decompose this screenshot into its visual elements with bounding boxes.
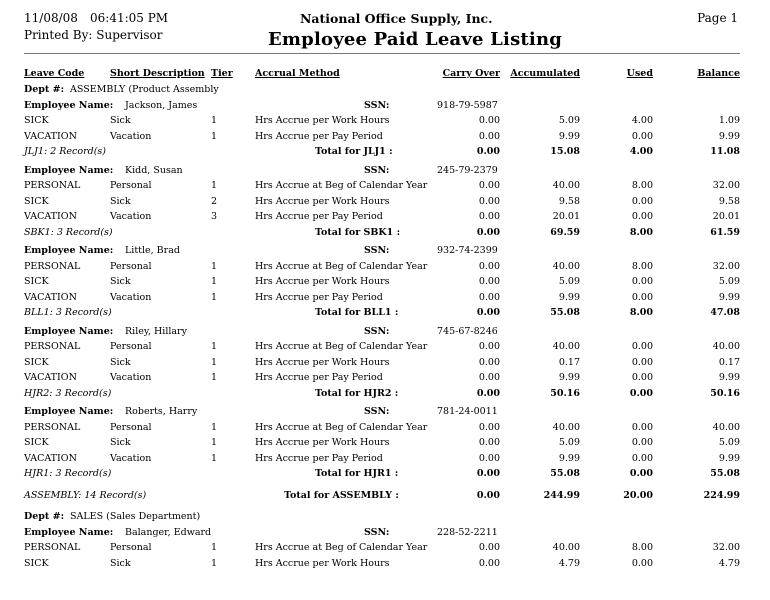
used: 0.00 (631, 372, 653, 383)
short-description: Vacation (110, 211, 152, 222)
balance: 4.79 (718, 557, 740, 569)
total-carry-over: 0.00 (476, 146, 500, 157)
accrual-method: Hrs Accrue per Work Hours (255, 437, 390, 448)
col-leave-code: Leave Code (24, 68, 85, 79)
leave-code: PERSONAL (24, 180, 81, 191)
accrual-method: Hrs Accrue at Beg of Calendar Year (255, 421, 428, 433)
employee-name-label: Employee Name: (24, 164, 114, 176)
leave-code: SICK (24, 276, 49, 287)
total-balance: 50.16 (710, 387, 740, 399)
ssn-label: SSN: (364, 245, 390, 256)
balance: 1.09 (718, 115, 740, 126)
tier: 1 (211, 276, 218, 287)
leave-row (0, 115, 770, 130)
used: 0.00 (631, 291, 653, 303)
accumulated: 4.79 (558, 557, 580, 569)
total-carry-over: 0.00 (476, 226, 500, 238)
leave-code: VACATION (24, 372, 77, 383)
tier: 1 (211, 291, 218, 303)
printed-by: Printed By: Supervisor (24, 28, 163, 42)
accrual-method: Hrs Accrue per Work Hours (255, 557, 390, 569)
employee-header (0, 406, 770, 421)
short-description: Vacation (110, 130, 152, 142)
leave-row (0, 542, 770, 557)
record-count: HJR2: 3 Record(s) (24, 387, 112, 399)
dept-name: SALES (Sales Department) (70, 511, 201, 522)
report-time: 06:41:05 PM (90, 11, 169, 25)
col-used: Used (626, 68, 653, 79)
tier: 1 (211, 260, 218, 272)
used: 8.00 (631, 542, 653, 553)
short-description: Sick (110, 276, 131, 287)
accumulated: 5.09 (558, 437, 580, 448)
leave-row (0, 276, 770, 291)
accrual-method: Hrs Accrue at Beg of Calendar Year (255, 180, 428, 191)
accumulated: 9.99 (558, 372, 580, 383)
employee-header (0, 245, 770, 260)
tier: 1 (211, 542, 218, 553)
used: 0.00 (631, 130, 653, 142)
tier: 1 (211, 180, 218, 191)
dept-total-accumulated: 244.99 (543, 489, 580, 501)
report-date: 11/08/08 (24, 11, 78, 25)
leave-row (0, 180, 770, 195)
leave-code: SICK (24, 115, 49, 126)
total-used: 0.00 (629, 468, 653, 479)
carry-over: 0.00 (478, 130, 500, 142)
short-description: Sick (110, 195, 131, 207)
used: 0.00 (631, 421, 653, 433)
accumulated: 40.00 (552, 180, 580, 191)
leave-row (0, 261, 770, 276)
used: 0.00 (631, 341, 653, 352)
tier: 1 (211, 421, 218, 433)
ssn-value: 228-52-2211 (437, 526, 498, 538)
tier: 1 (211, 341, 218, 352)
ssn-value: 245-79-2379 (437, 164, 498, 176)
carry-over: 0.00 (478, 211, 500, 222)
tier: 1 (211, 452, 218, 464)
short-description: Sick (110, 557, 131, 569)
accumulated: 9.99 (558, 130, 580, 142)
total-balance: 61.59 (710, 226, 740, 238)
carry-over: 0.00 (478, 557, 500, 569)
used: 0.00 (631, 356, 653, 368)
dept-label: Dept #: (24, 511, 65, 522)
short-description: Personal (110, 260, 152, 272)
ssn-label: SSN: (364, 406, 390, 417)
employee-total-row (0, 146, 770, 161)
balance: 0.17 (718, 356, 740, 368)
short-description: Sick (110, 437, 131, 448)
leave-row (0, 131, 770, 146)
accrual-method: Hrs Accrue at Beg of Calendar Year (255, 542, 428, 553)
accumulated: 9.99 (558, 452, 580, 464)
ssn-value: 918-79-5987 (437, 99, 498, 111)
tier: 3 (211, 211, 218, 222)
employee-header (0, 326, 770, 341)
col-accrual-method: Accrual Method (255, 68, 340, 79)
employee-total-row (0, 227, 770, 242)
employee-total-row (0, 307, 770, 322)
col-carry-over: Carry Over (442, 68, 500, 79)
company-name: National Office Supply, Inc. (300, 11, 493, 26)
accumulated: 40.00 (552, 341, 580, 352)
leave-row (0, 292, 770, 307)
balance: 32.00 (712, 180, 740, 191)
tier: 1 (211, 437, 218, 448)
ssn-label: SSN: (364, 325, 390, 337)
total-accumulated: 55.08 (550, 468, 580, 479)
accrual-method: Hrs Accrue per Pay Period (255, 211, 383, 222)
balance: 40.00 (712, 341, 740, 352)
ssn-value: 745-67-8246 (437, 325, 498, 337)
used: 0.00 (631, 195, 653, 207)
balance: 9.58 (718, 195, 740, 207)
leave-code: VACATION (24, 452, 77, 464)
accumulated: 40.00 (552, 421, 580, 433)
short-description: Vacation (110, 291, 152, 303)
short-description: Sick (110, 356, 131, 368)
tier: 1 (211, 130, 218, 142)
employee-header (0, 165, 770, 180)
accrual-method: Hrs Accrue per Work Hours (255, 115, 390, 126)
total-accumulated: 15.08 (550, 146, 580, 157)
used: 0.00 (631, 437, 653, 448)
page-number: Page 1 (697, 11, 738, 25)
ssn-label: SSN: (364, 164, 390, 176)
total-carry-over: 0.00 (476, 468, 500, 479)
leave-row (0, 211, 770, 226)
leave-code: VACATION (24, 291, 77, 303)
accrual-method: Hrs Accrue per Pay Period (255, 291, 383, 303)
dept-header (0, 84, 770, 99)
total-used: 8.00 (629, 307, 653, 318)
leave-row (0, 372, 770, 387)
short-description: Personal (110, 421, 152, 433)
record-count: JLJ1: 2 Record(s) (24, 146, 106, 157)
total-used: 8.00 (629, 226, 653, 238)
col-accumulated: Accumulated (510, 68, 580, 79)
employee-name: Kidd, Susan (125, 164, 183, 176)
balance: 9.99 (718, 291, 740, 303)
balance: 5.09 (718, 437, 740, 448)
used: 0.00 (631, 211, 653, 222)
tier: 1 (211, 356, 218, 368)
total-used: 4.00 (629, 146, 653, 157)
dept-record-count: ASSEMBLY: 14 Record(s) (24, 489, 147, 501)
accrual-method: Hrs Accrue per Pay Period (255, 452, 383, 464)
accrual-method: Hrs Accrue per Work Hours (255, 195, 390, 207)
leave-code: PERSONAL (24, 421, 81, 433)
dept-total-used: 20.00 (623, 489, 653, 501)
tier: 1 (211, 557, 218, 569)
employee-name-label: Employee Name: (24, 406, 114, 417)
dept-label: Dept #: (24, 84, 65, 95)
ssn-value: 781-24-0011 (437, 406, 498, 417)
leave-row (0, 357, 770, 372)
column-headers (0, 68, 770, 83)
employee-name-label: Employee Name: (24, 245, 114, 256)
accrual-method: Hrs Accrue per Pay Period (255, 130, 383, 142)
report-title: Employee Paid Leave Listing (268, 29, 563, 50)
record-count: BLL1: 3 Record(s) (24, 307, 112, 318)
used: 0.00 (631, 276, 653, 287)
carry-over: 0.00 (478, 421, 500, 433)
carry-over: 0.00 (478, 195, 500, 207)
accumulated: 20.01 (552, 211, 580, 222)
accrual-method: Hrs Accrue at Beg of Calendar Year (255, 260, 428, 272)
used: 4.00 (631, 115, 653, 126)
total-accumulated: 50.16 (550, 387, 580, 399)
used: 0.00 (631, 557, 653, 569)
accumulated: 0.17 (558, 356, 580, 368)
leave-row (0, 453, 770, 468)
ssn-label: SSN: (364, 99, 390, 111)
header-divider (24, 53, 740, 54)
carry-over: 0.00 (478, 356, 500, 368)
balance: 40.00 (712, 421, 740, 433)
accumulated: 40.00 (552, 542, 580, 553)
balance: 5.09 (718, 276, 740, 287)
used: 0.00 (631, 452, 653, 464)
employee-name-label: Employee Name: (24, 99, 114, 111)
short-description: Personal (110, 180, 152, 191)
record-count: SBK1: 3 Record(s) (24, 226, 113, 238)
total-accumulated: 55.08 (550, 307, 580, 318)
leave-code: VACATION (24, 211, 77, 222)
short-description: Sick (110, 115, 131, 126)
short-description: Personal (110, 341, 152, 352)
dept-total-balance: 224.99 (703, 489, 740, 501)
tier: 1 (211, 372, 218, 383)
accumulated: 40.00 (552, 260, 580, 272)
used: 8.00 (631, 260, 653, 272)
leave-code: VACATION (24, 130, 77, 142)
total-balance: 55.08 (710, 468, 740, 479)
col-balance: Balance (697, 68, 740, 79)
carry-over: 0.00 (478, 115, 500, 126)
carry-over: 0.00 (478, 542, 500, 553)
total-carry-over: 0.00 (476, 387, 500, 399)
dept-total-row (0, 490, 770, 505)
carry-over: 0.00 (478, 276, 500, 287)
carry-over: 0.00 (478, 291, 500, 303)
dept-total-carry-over: 0.00 (476, 489, 500, 501)
leave-row (0, 558, 770, 573)
employee-total-label: Total for BLL1 : (315, 307, 399, 318)
used: 8.00 (631, 180, 653, 191)
leave-code: SICK (24, 195, 49, 207)
total-carry-over: 0.00 (476, 307, 500, 318)
accrual-method: Hrs Accrue per Work Hours (255, 356, 390, 368)
employee-name-label: Employee Name: (24, 325, 114, 337)
employee-name: Jackson, James (125, 99, 198, 111)
employee-header (0, 100, 770, 115)
carry-over: 0.00 (478, 372, 500, 383)
employee-name: Balanger, Edward (125, 526, 212, 538)
balance: 9.99 (718, 452, 740, 464)
balance: 32.00 (712, 260, 740, 272)
carry-over: 0.00 (478, 452, 500, 464)
dept-total-label: Total for ASSEMBLY : (284, 489, 399, 501)
accrual-method: Hrs Accrue at Beg of Calendar Year (255, 341, 428, 352)
leave-code: SICK (24, 437, 49, 448)
total-balance: 11.08 (710, 146, 740, 157)
leave-row (0, 196, 770, 211)
carry-over: 0.00 (478, 341, 500, 352)
leave-code: SICK (24, 356, 49, 368)
accrual-method: Hrs Accrue per Work Hours (255, 276, 390, 287)
tier: 2 (211, 195, 218, 207)
accumulated: 9.99 (558, 291, 580, 303)
leave-code: PERSONAL (24, 260, 81, 272)
short-description: Personal (110, 542, 152, 553)
balance: 32.00 (712, 542, 740, 553)
balance: 9.99 (718, 372, 740, 383)
record-count: HJR1: 3 Record(s) (24, 468, 112, 479)
accumulated: 9.58 (558, 195, 580, 207)
employee-total-label: Total for JLJ1 : (315, 146, 393, 157)
employee-total-label: Total for HJR1 : (315, 468, 399, 479)
total-balance: 47.08 (710, 307, 740, 318)
leave-code: PERSONAL (24, 341, 81, 352)
total-used: 0.00 (629, 387, 653, 399)
col-tier: Tier (211, 68, 233, 79)
short-description: Vacation (110, 372, 152, 383)
tier: 1 (211, 115, 218, 126)
employee-total-row (0, 468, 770, 483)
short-description: Vacation (110, 452, 152, 464)
carry-over: 0.00 (478, 437, 500, 448)
employee-name: Little, Brad (125, 245, 180, 256)
col-short-description: Short Description (110, 68, 205, 79)
employee-total-row (0, 388, 770, 403)
employee-header (0, 527, 770, 542)
accrual-method: Hrs Accrue per Pay Period (255, 372, 383, 383)
leave-row (0, 341, 770, 356)
leave-row (0, 422, 770, 437)
carry-over: 0.00 (478, 260, 500, 272)
ssn-value: 932-74-2399 (437, 245, 498, 256)
dept-name: ASSEMBLY (Product Assembly (70, 84, 219, 95)
employee-name: Roberts, Harry (125, 406, 198, 417)
employee-name: Riley, Hillary (125, 325, 187, 337)
employee-name-label: Employee Name: (24, 526, 114, 538)
leave-row (0, 437, 770, 452)
balance: 9.99 (718, 130, 740, 142)
employee-total-label: Total for HJR2 : (315, 387, 399, 399)
employee-total-label: Total for SBK1 : (315, 226, 401, 238)
total-accumulated: 69.59 (550, 226, 580, 238)
accumulated: 5.09 (558, 276, 580, 287)
leave-code: SICK (24, 557, 49, 569)
dept-header (0, 511, 770, 526)
carry-over: 0.00 (478, 180, 500, 191)
leave-code: PERSONAL (24, 542, 81, 553)
ssn-label: SSN: (364, 526, 390, 538)
accumulated: 5.09 (558, 115, 580, 126)
balance: 20.01 (712, 211, 740, 222)
